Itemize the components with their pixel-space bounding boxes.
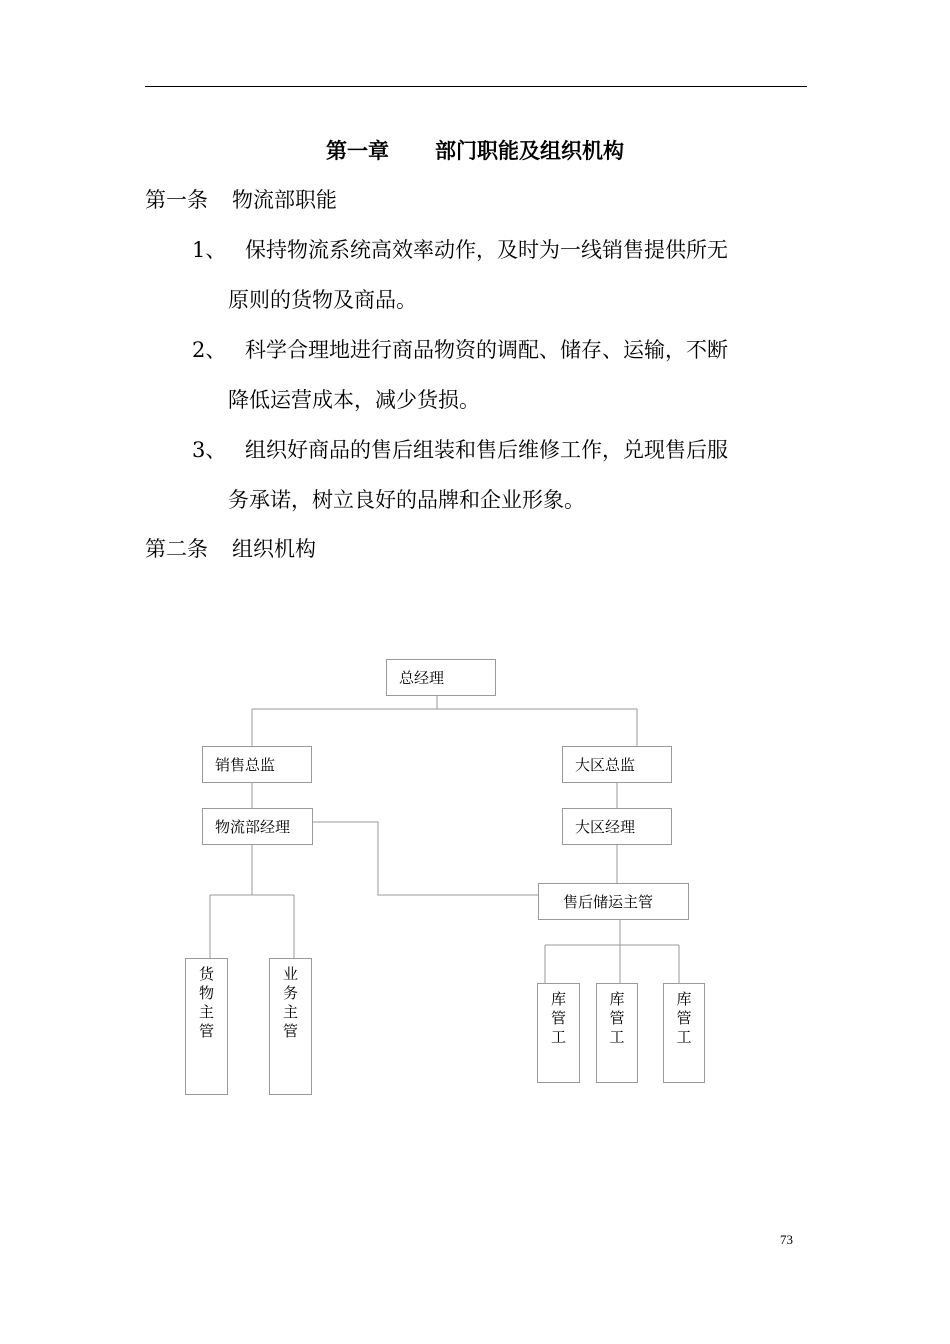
org-node-label: 售后储运主管 [563,892,654,911]
item-number: 1、 [192,238,227,262]
article-2-number: 第二条 [145,537,208,561]
org-node-label: 物流部经理 [215,817,291,836]
article-2-title: 组织机构 [232,537,316,561]
item-text-continued: 原则的货物及商品。 [228,288,417,312]
org-node-label: 货物主管 [198,965,214,1040]
item-text: 保持物流系统高效率动作，及时为一线销售提供所无 [245,238,728,262]
page-number: 73 [780,1232,793,1247]
item-text: 科学合理地进行商品物资的调配、储存、运输，不断 [245,338,728,362]
item-text: 组织好商品的售后组装和售后维修工作，兑现售后服 [245,438,728,462]
org-node-region-director [562,746,672,783]
org-node-logistics-manager [202,808,313,845]
item-text-continued: 降低运营成本，减少货损。 [228,388,480,412]
org-node-warehouse-worker [596,983,638,1083]
org-node-sales-director [202,746,312,783]
article-1-title: 物流部职能 [232,188,337,212]
org-node-label: 总经理 [399,668,445,687]
article-1-number: 第一条 [145,188,208,212]
org-node-label: 大区总监 [575,755,636,774]
chapter-number: 第一章 [326,138,389,163]
org-node-label: 销售总监 [215,755,276,774]
connector-line [313,822,538,895]
org-node-warehouse-worker [663,983,705,1083]
org-node-label: 库管工 [609,990,625,1046]
org-node-general-manager [386,659,496,696]
org-node-label: 业务主管 [282,965,298,1040]
org-node-business-supervisor [269,958,312,1095]
item-number: 2、 [192,338,227,362]
chapter-title: 部门职能及组织机构 [435,138,624,163]
org-node-label: 库管工 [550,990,566,1046]
org-node-region-manager [562,808,672,845]
item-text-continued: 务承诺，树立良好的品牌和企业形象。 [228,488,585,512]
org-node-label: 大区经理 [575,817,636,836]
org-node-warehouse-worker [537,983,580,1083]
org-node-label: 库管工 [676,990,692,1046]
org-node-goods-supervisor [185,958,228,1095]
item-number: 3、 [192,438,227,462]
org-node-aftersales-supervisor [538,883,689,920]
